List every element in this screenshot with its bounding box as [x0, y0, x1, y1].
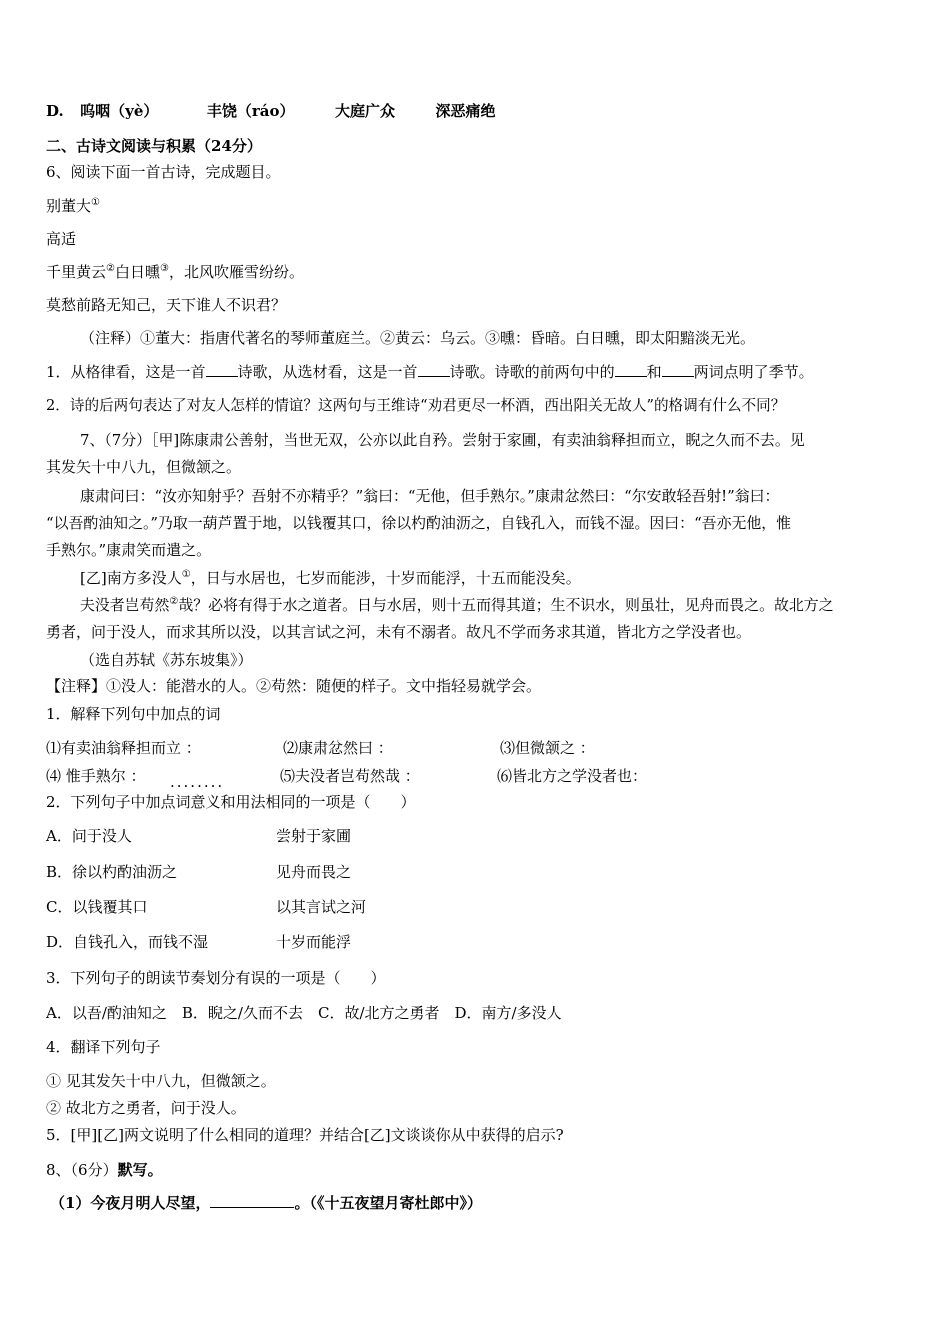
- q7-p3: [80, 568, 581, 588]
- q7-s1-title: 1．解释下列句中加点的词: [46, 705, 221, 723]
- s2-option-c-right: 以其言试之河: [276, 898, 367, 916]
- q7-s2-title: 2．下列句子中加点词意义和用法相同的一项是（ ）: [46, 793, 416, 811]
- s2-option-d[interactable]: D．自钱孔入，而钱不湿: [46, 933, 209, 951]
- q7-p2-line3: 手熟尔。”康肃笑而遣之。: [46, 541, 212, 559]
- text: ，日与水居也，七岁而能涉，十岁而能浮，十五而能没矣。: [190, 569, 581, 587]
- text: 和: [646, 363, 662, 381]
- poem-title-text: 别董大: [46, 197, 92, 215]
- poem-line-1: [46, 262, 304, 282]
- text: 诗歌。诗歌的前两句中的: [449, 363, 615, 381]
- poem-title: [46, 196, 100, 216]
- q7-p2-line2: “以吾酌油知之。”乃取一葫芦置于地，以钱覆其口，徐以杓酌油沥之，自钱孔入，而钱不湿。因曰：“吾亦无他，惟: [46, 514, 792, 532]
- q8-title: [46, 1160, 163, 1180]
- s1-item-1: ⑴有卖油翁释担而立 ：: [46, 739, 201, 757]
- q7-p1-line2: 其发矢十中八九，但微颔之。: [46, 458, 242, 476]
- q7-s4-title: 4．翻译下列句子: [46, 1038, 161, 1056]
- blank-3[interactable]: [615, 362, 647, 377]
- text: 两词点明了季节。: [693, 363, 814, 381]
- text: 。（《十五夜望月寄杜郎中》）: [294, 1194, 482, 1212]
- text: 1．从格律看，这是一首: [46, 363, 206, 381]
- q6-sub2: 2．诗的后两句表达了对友人怎样的情谊？这两句与王维诗“劝君更尽一杯酒，西出阳关无故人”的格调有什么不同？: [46, 397, 786, 414]
- word-3: 大庭广众: [335, 102, 396, 120]
- dot-markers: ........: [170, 773, 225, 791]
- text: 默写。: [117, 1161, 163, 1179]
- s2-option-d-right: 十岁而能浮: [276, 933, 352, 951]
- word-1: 呜咽（yè）: [80, 102, 159, 120]
- s1-item-5: ⑸夫没者岂苟然哉 ：: [280, 767, 420, 785]
- text: 夫没者岂苟然: [80, 596, 170, 614]
- s1-item-2: ⑵康肃忿然曰 ：: [283, 739, 393, 757]
- q8-item-1: [50, 1193, 482, 1213]
- q7-p1-line1: 7、（7分）［甲]陈康肃公善射，当世无双，公亦以此自矜。尝射于家圃，有卖油翁释担而立，睨之久而不去。见: [80, 431, 805, 449]
- poem-author: 高适: [46, 230, 77, 248]
- s2-option-a[interactable]: A．问于没人: [46, 827, 132, 845]
- text: （1）今夜月明人尽望，: [50, 1194, 211, 1212]
- q7-p4-line1: [80, 595, 834, 615]
- word-2: 丰饶（ráo）: [206, 102, 295, 120]
- poem-text: 千里黄云: [46, 263, 107, 281]
- q7-s3-options[interactable]: A．以吾/酌油知之 B．睨之/久而不去 C．故/北方之勇者 D．南方/多没人: [46, 1004, 562, 1022]
- blank-4[interactable]: [662, 362, 694, 377]
- q5-option-d: [46, 101, 496, 121]
- q7-s4-item-2: ② 故北方之勇者，问于没人。: [46, 1099, 246, 1117]
- text: 8、（6分）: [46, 1161, 118, 1179]
- q7-s4-item-1: ① 见其发矢十中八九，但微颔之。: [46, 1072, 276, 1090]
- s2-option-b-right: 见舟而畏之: [276, 863, 352, 881]
- blank-1[interactable]: [206, 362, 238, 377]
- q7-note: 【注释】①没人：能潜水的人。②苟然：随便的样子。文中指轻易就学会。: [46, 677, 542, 695]
- text: [乙]南方多没人: [80, 569, 182, 587]
- q7-s3-title: 3．下列句子的朗读节奏划分有误的一项是（ ）: [46, 969, 386, 987]
- note-marker: ③: [160, 263, 169, 274]
- text: 哉？必将有得于水之道者。日与水居，则十五而得其道；生不识水，则虽壮，见舟而畏之。故北方之: [178, 596, 834, 614]
- s2-option-c[interactable]: C．以钱覆其口: [46, 898, 148, 916]
- section-title: 二、古诗文阅读与积累（24分）: [46, 137, 262, 155]
- poem-annotation: （注释）①董大：指唐代著名的琴师董庭兰。②黄云：乌云。③曛：昏暗。白日曛，即太阳黯淡无光。: [80, 329, 756, 347]
- poem-line-2: 莫愁前路无知己，天下谁人不识君？: [46, 296, 287, 314]
- note-marker: ①: [91, 197, 100, 208]
- q7-source: （选自苏轼《苏东坡集》）: [80, 651, 253, 669]
- q6-sub1: [46, 362, 814, 382]
- s1-item-4: ⑷ 惟手熟尔 ：: [46, 767, 146, 785]
- note-marker: ②: [106, 263, 115, 274]
- note-marker: ①: [181, 569, 191, 580]
- s1-item-6: ⑹皆北方之学没者也：: [497, 767, 648, 785]
- poem-text: 白日曛: [114, 263, 160, 281]
- q7-s5: 5．[甲][乙]两文说明了什么相同的道理？并结合[乙]文谈谈你从中获得的启示?: [46, 1126, 564, 1144]
- blank-2[interactable]: [418, 362, 450, 377]
- q7-p4-line2: 勇者，问于没人，而求其所以没，以其言试之河，未有不溺者。故凡不学而务求其道，皆北方之学没者也。: [46, 623, 752, 641]
- poem-text: ，北风吹雁雪纷纷。: [168, 263, 304, 281]
- s1-item-3: ⑶但微颔之 ：: [500, 739, 595, 757]
- q7-p2-line1: 康肃问曰：“汝亦知射乎？吾射不亦精乎？”翁曰：“无他，但手熟尔。”康肃忿然曰：“尔安敢轻吾射!”翁曰：: [80, 487, 780, 505]
- option-label: D.: [46, 102, 64, 120]
- s2-option-b[interactable]: B．徐以杓酌油沥之: [46, 863, 178, 881]
- q6-intro: 6、阅读下面一首古诗，完成题目。: [46, 163, 281, 181]
- blank-answer[interactable]: [210, 1193, 294, 1208]
- text: 诗歌，从选材看，这是一首: [237, 363, 418, 381]
- note-marker: ②: [169, 596, 179, 607]
- s2-option-a-right: 尝射于家圃: [276, 827, 352, 845]
- word-4: 深恶痛绝: [435, 102, 496, 120]
